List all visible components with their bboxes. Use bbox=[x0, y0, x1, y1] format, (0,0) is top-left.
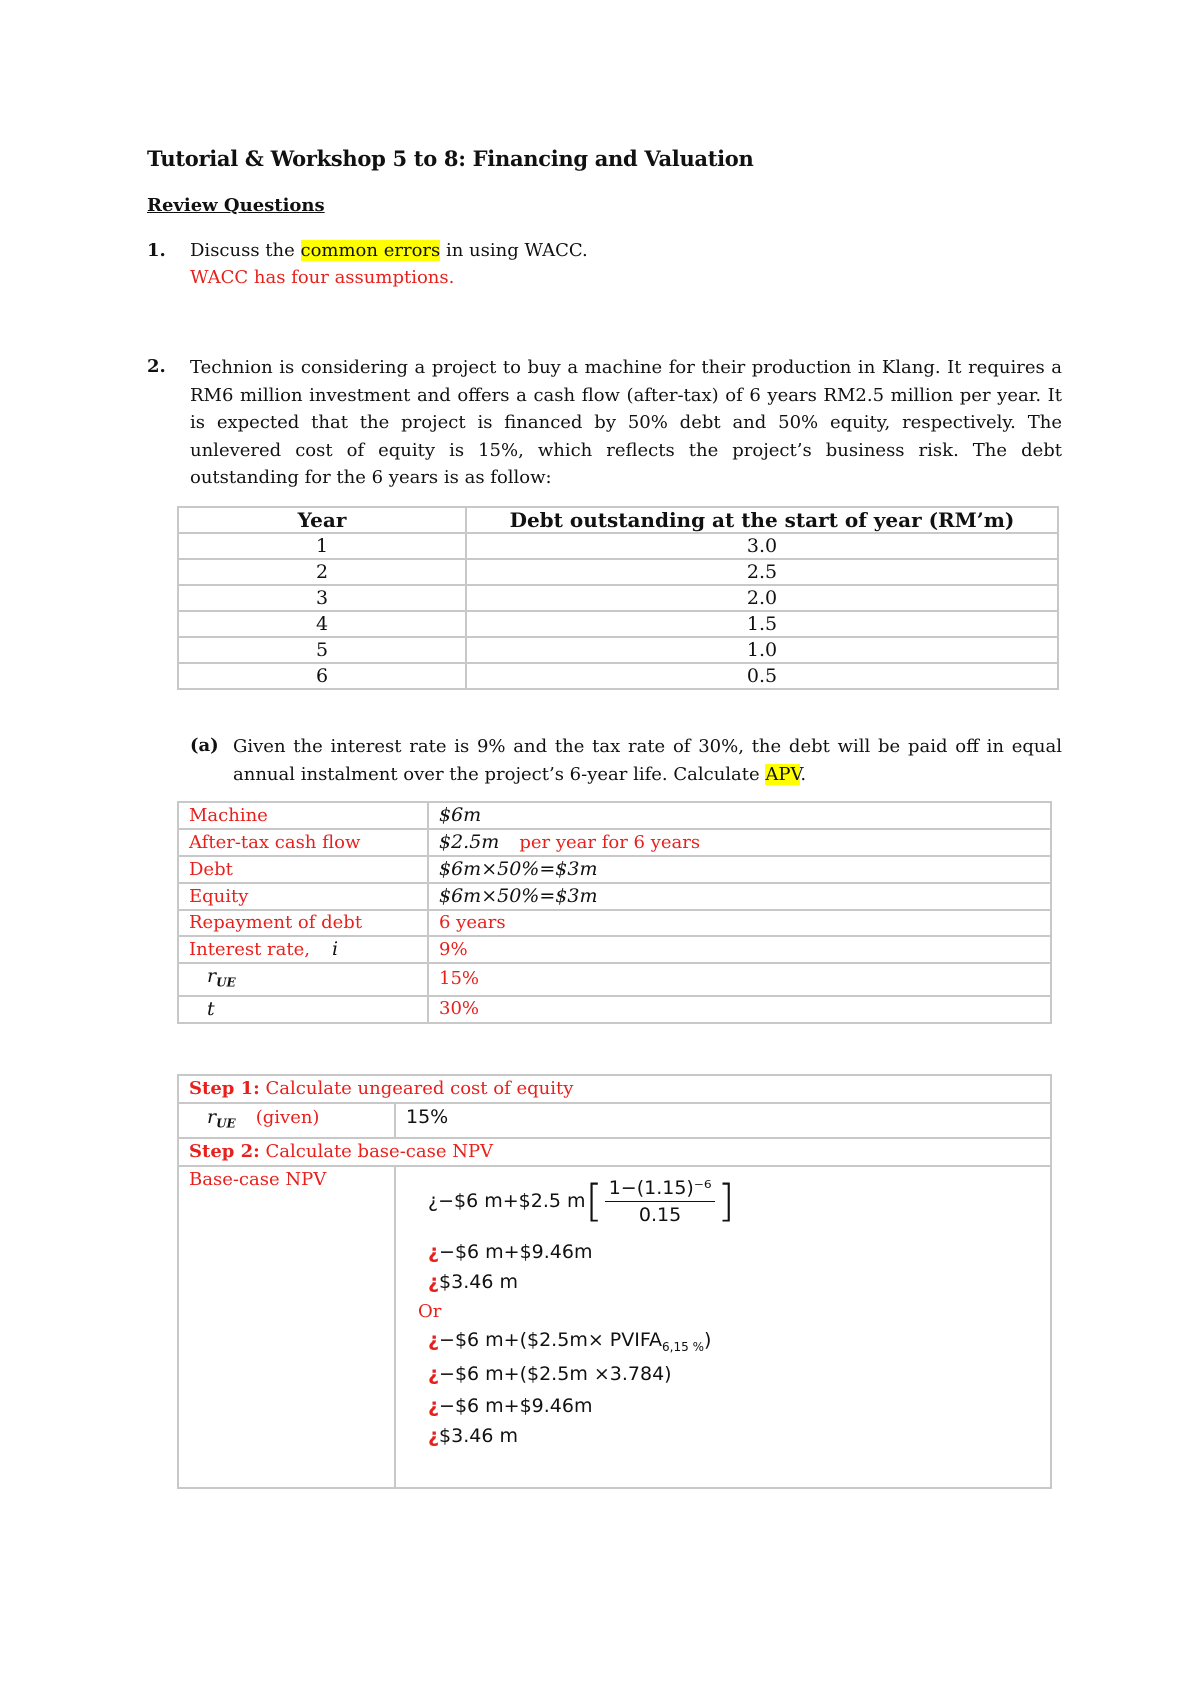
step-label: Step 1: bbox=[189, 1078, 260, 1099]
table-row bbox=[178, 936, 1051, 963]
math-symbol: r bbox=[207, 965, 217, 987]
part-a-text bbox=[233, 733, 1062, 788]
math-subscript: UE bbox=[216, 1116, 236, 1131]
table-row bbox=[178, 1138, 1051, 1166]
fraction-denominator: 0.15 bbox=[638, 1203, 682, 1226]
given-value bbox=[428, 856, 1051, 883]
math-value: $2.5m bbox=[439, 831, 500, 853]
math-symbol: i bbox=[331, 938, 339, 960]
given-note: (given) bbox=[255, 1107, 320, 1128]
table-row bbox=[178, 533, 1058, 559]
equation-mark: ¿ bbox=[428, 1362, 440, 1385]
equation-line bbox=[428, 1239, 593, 1265]
part-a-label: (a) bbox=[190, 735, 219, 756]
table-row bbox=[178, 829, 1051, 856]
question-1-answer: WACC has four assumptions. bbox=[190, 267, 455, 288]
table-row bbox=[178, 802, 1051, 829]
bracket-right: ] bbox=[717, 1175, 735, 1227]
fraction bbox=[605, 1175, 716, 1228]
page-title: Tutorial & Workshop 5 to 8: Financing and Valuation bbox=[147, 146, 754, 171]
equation-mark: ¿ bbox=[428, 1240, 440, 1263]
table-header-row bbox=[178, 507, 1058, 533]
table-row bbox=[178, 856, 1051, 883]
equation-text: $3.46 m bbox=[439, 1270, 518, 1293]
equation-text: ¿−$6 m+$2.5 m bbox=[428, 1189, 586, 1212]
equation-line bbox=[428, 1423, 518, 1449]
step-label: Step 2: bbox=[189, 1140, 260, 1162]
or-label: Or bbox=[418, 1300, 442, 1322]
highlight-common-errors: common errors bbox=[300, 240, 441, 261]
equation-text: −$6 m+($2.5m× PVIFA bbox=[439, 1328, 663, 1351]
math-symbol: t bbox=[207, 997, 215, 1020]
equation-line bbox=[428, 1393, 593, 1419]
equation-mark: ¿ bbox=[428, 1270, 440, 1293]
equation-text: −$6 m+$9.46m bbox=[439, 1394, 593, 1417]
given-label: After-tax cash flow bbox=[178, 829, 428, 856]
debt-cell: 0.5 bbox=[466, 663, 1058, 689]
debt-cell: 1.5 bbox=[466, 611, 1058, 637]
part-a-text-end: . bbox=[800, 763, 807, 785]
given-value: 6 years bbox=[428, 910, 1051, 936]
table-row bbox=[178, 910, 1051, 936]
given-label: Repayment of debt bbox=[178, 910, 428, 936]
equation-mark: ¿ bbox=[428, 1424, 440, 1447]
step-2-heading bbox=[178, 1138, 1051, 1166]
question-1-number: 1. bbox=[147, 240, 166, 261]
table-row bbox=[178, 883, 1051, 910]
section-heading: Review Questions bbox=[147, 195, 325, 216]
math-value: $6m×50%=$3m bbox=[439, 885, 598, 907]
given-value: 30% bbox=[428, 996, 1051, 1023]
given-label bbox=[178, 963, 428, 996]
step-text: Calculate ungeared cost of equity bbox=[259, 1078, 574, 1099]
math-value: $6m×50%=$3m bbox=[439, 858, 598, 880]
rue-label bbox=[178, 1103, 395, 1138]
given-note: per year for 6 years bbox=[519, 832, 701, 853]
equation-line bbox=[428, 1327, 711, 1360]
table-row bbox=[178, 663, 1058, 689]
question-1-text-start: Discuss the bbox=[190, 240, 301, 261]
table-row bbox=[178, 1166, 1051, 1488]
equation-line bbox=[428, 1175, 735, 1228]
table-row bbox=[178, 963, 1051, 996]
table-row bbox=[178, 585, 1058, 611]
given-label-text: Interest rate, bbox=[189, 939, 310, 960]
base-case-label: Base-case NPV bbox=[178, 1166, 395, 1488]
part-a-text-start: Given the interest rate is 9% and the tax rate of 30%, the debt will be paid off in equal annual instalment over the project’s 6-year life. Calculate bbox=[233, 736, 1062, 785]
year-cell: 4 bbox=[178, 611, 466, 637]
table-row bbox=[178, 996, 1051, 1023]
steps-table bbox=[177, 1074, 1052, 1489]
question-2-number: 2. bbox=[147, 356, 166, 377]
math-subscript: UE bbox=[216, 975, 236, 990]
given-label: Machine bbox=[178, 802, 428, 829]
math-value: $6m bbox=[439, 804, 482, 826]
question-1-text bbox=[190, 240, 588, 261]
debt-cell: 3.0 bbox=[466, 533, 1058, 559]
year-cell: 3 bbox=[178, 585, 466, 611]
step-1-heading bbox=[178, 1075, 1051, 1103]
given-value bbox=[428, 829, 1051, 856]
table-row bbox=[178, 611, 1058, 637]
given-label bbox=[178, 996, 428, 1023]
question-2-text: Technion is considering a project to buy a machine for their production in Klang. It requires a RM6 million investment and offers a cash flow (after-tax) of 6 years RM2.5 million per year. It is expected that the project is financed by 50% debt and 50% equity, respectively. The unlevered cost of equity is 15%, which reflects the project’s business risk. The debt outstanding for the 6 years is as follow: bbox=[190, 357, 1062, 488]
highlight-apv: APV bbox=[765, 763, 801, 785]
given-value: 9% bbox=[428, 936, 1051, 963]
equation-subscript: 6,15 % bbox=[662, 1339, 704, 1354]
year-cell: 6 bbox=[178, 663, 466, 689]
year-cell: 2 bbox=[178, 559, 466, 585]
year-cell: 5 bbox=[178, 637, 466, 663]
math-symbol: r bbox=[207, 1106, 217, 1128]
given-label: Debt bbox=[178, 856, 428, 883]
column-header-debt: Debt outstanding at the start of year (RM’m) bbox=[466, 507, 1058, 533]
given-value bbox=[428, 802, 1051, 829]
column-header-year: Year bbox=[178, 507, 466, 533]
question-1-text-end: in using WACC. bbox=[440, 240, 588, 261]
step-text: Calculate base-case NPV bbox=[259, 1140, 494, 1162]
equation-mark: ¿ bbox=[428, 1394, 440, 1417]
given-label: Equity bbox=[178, 883, 428, 910]
table-row bbox=[178, 1075, 1051, 1103]
given-label bbox=[178, 936, 428, 963]
equation-text: −$6 m+$9.46m bbox=[439, 1240, 593, 1263]
equation-text: $3.46 m bbox=[439, 1424, 518, 1447]
given-value: 15% bbox=[428, 963, 1051, 996]
equation-mark: ¿ bbox=[428, 1328, 440, 1351]
given-value bbox=[428, 883, 1051, 910]
equation-text: −$6 m+($2.5m ×3.784) bbox=[439, 1362, 672, 1385]
equation-line bbox=[428, 1361, 672, 1387]
rue-value: 15% bbox=[395, 1103, 1051, 1138]
base-case-workings bbox=[395, 1166, 1051, 1488]
bracket-left: [ bbox=[585, 1175, 603, 1227]
given-values-table bbox=[177, 801, 1052, 1024]
debt-outstanding-table bbox=[177, 506, 1059, 690]
equation-line bbox=[428, 1269, 518, 1295]
fraction-numerator: 1−(1.15)⁻⁶ bbox=[605, 1175, 716, 1202]
year-cell: 1 bbox=[178, 533, 466, 559]
debt-cell: 1.0 bbox=[466, 637, 1058, 663]
table-row bbox=[178, 559, 1058, 585]
debt-cell: 2.5 bbox=[466, 559, 1058, 585]
debt-cell: 2.0 bbox=[466, 585, 1058, 611]
table-row bbox=[178, 1103, 1051, 1138]
table-row bbox=[178, 637, 1058, 663]
equation-text: ) bbox=[703, 1328, 712, 1351]
